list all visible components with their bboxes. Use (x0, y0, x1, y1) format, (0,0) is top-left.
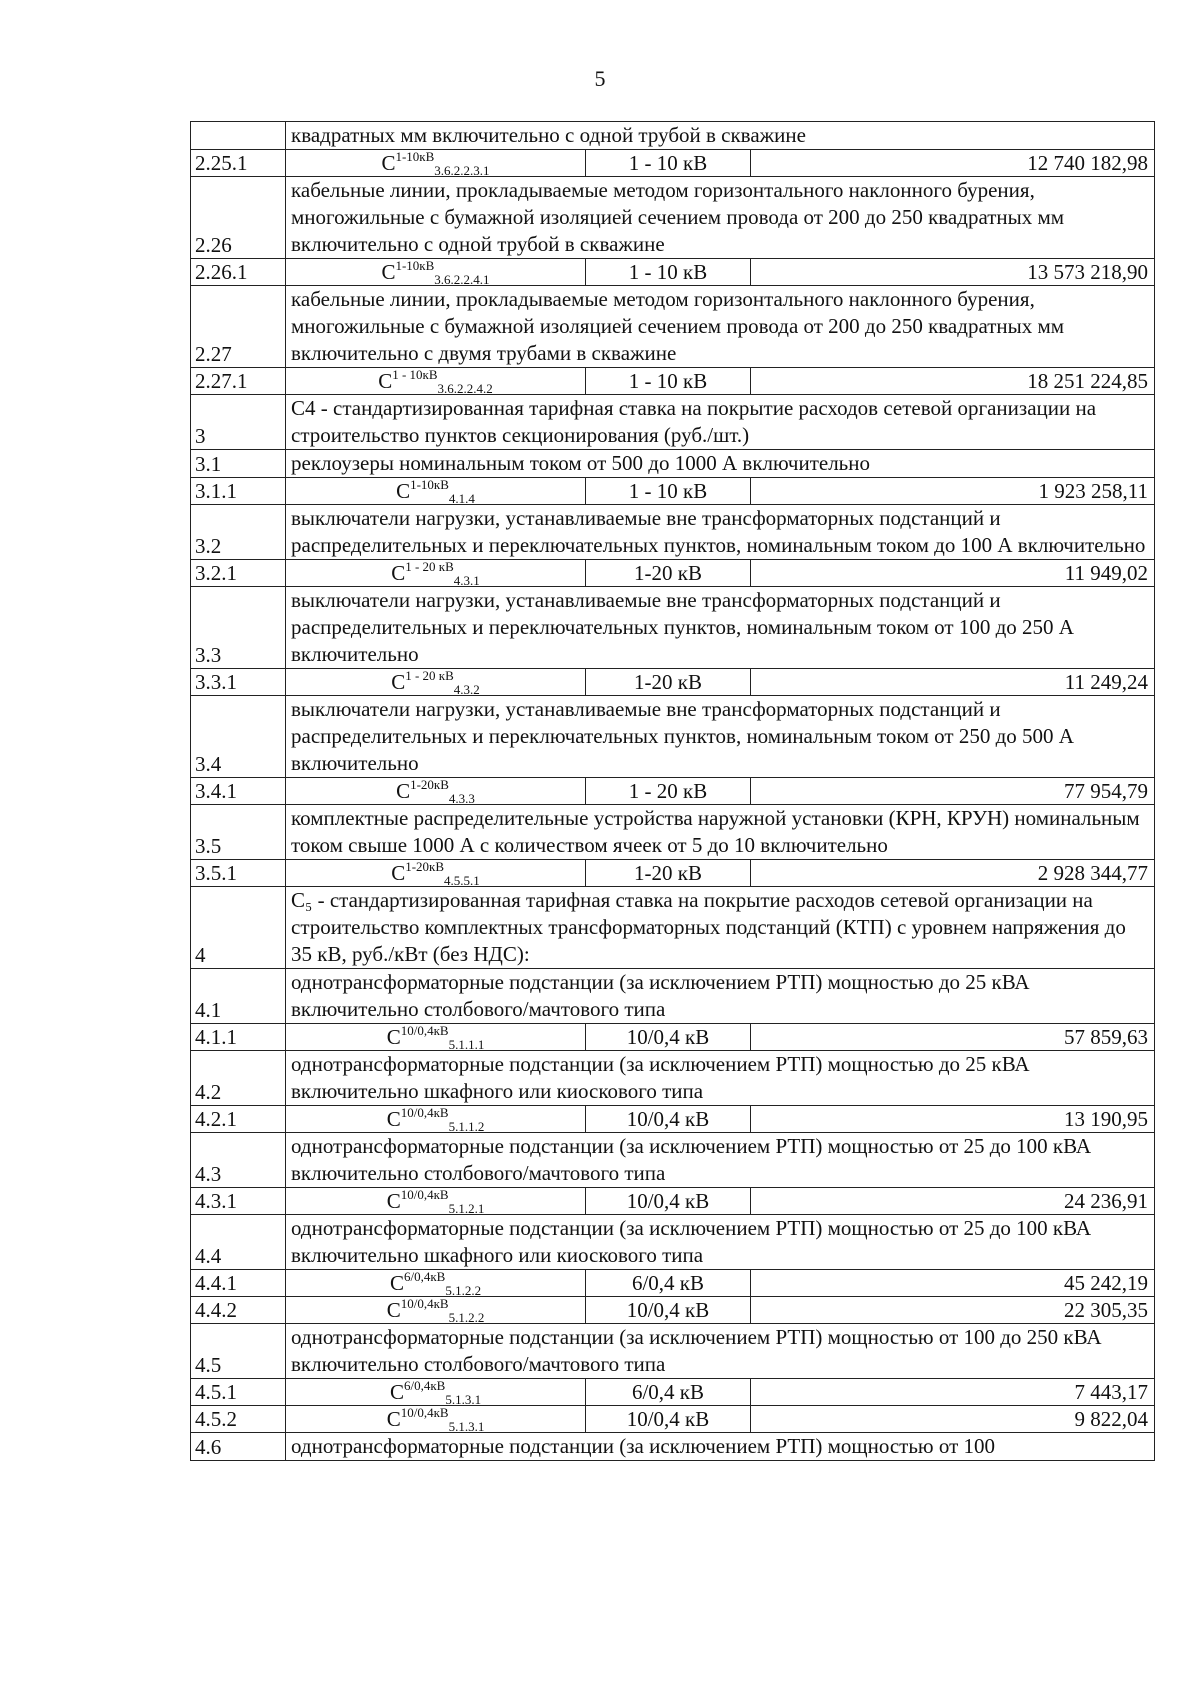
section-row (191, 1433, 1155, 1461)
rate-value: 9 822,04 (751, 1406, 1155, 1433)
tariff-rate-row (191, 560, 1155, 587)
tariff-rate-row (191, 1188, 1155, 1215)
rate-value: 77 954,79 (751, 778, 1155, 805)
row-description: однотрансформаторные подстанции (за исключением РТП) мощностью до 25 кВА включительно столбового/мачтового типа (286, 969, 1155, 1024)
rate-value: 2 928 344,77 (751, 860, 1155, 887)
voltage-level: 6/0,4 кВ (586, 1270, 751, 1297)
tariff-table-body (191, 122, 1155, 1461)
row-number: 2.26.1 (191, 259, 286, 286)
rate-symbol-voltage-superscript: 1 - 10кВ (392, 367, 438, 382)
voltage-level: 10/0,4 кВ (586, 1406, 751, 1433)
rate-symbol-voltage-superscript: 1-10кВ (395, 258, 435, 273)
row-number: 3.3 (191, 587, 286, 669)
tariff-rate-row (191, 1024, 1155, 1051)
section-row (191, 122, 1155, 150)
row-description: выключатели нагрузки, устанавливаемые вне трансформаторных подстанций и распределительных и переключательных пунктов, номинальным током от 250 до 500 А включительно (286, 696, 1155, 778)
tariff-rate-row (191, 478, 1155, 505)
row-description: реклоузеры номинальным током от 500 до 1000 А включительно (286, 450, 1155, 478)
row-number: 4.4.1 (191, 1270, 286, 1297)
rate-value: 24 236,91 (751, 1188, 1155, 1215)
rate-value: 18 251 224,85 (751, 368, 1155, 395)
rate-symbol-voltage-superscript: 10/0,4кВ (400, 1023, 449, 1038)
rate-symbol-formula (389, 1269, 482, 1298)
rate-symbol-index-subscript: 4.5.5.1 (444, 873, 480, 888)
voltage-level: 1-20 кВ (586, 560, 751, 587)
section-row (191, 805, 1155, 860)
row-number: 4.4 (191, 1215, 286, 1270)
rate-symbol (286, 1188, 586, 1215)
tariff-rate-row (191, 1106, 1155, 1133)
rate-symbol-base: C (396, 479, 411, 503)
row-number: 4.4.2 (191, 1297, 286, 1324)
row-description: выключатели нагрузки, устанавливаемые вне трансформаторных подстанций и распределительных и переключательных пунктов, номинальным током от 100 до 250 А включительно (286, 587, 1155, 669)
row-number: 3.1.1 (191, 478, 286, 505)
row-number: 3.4 (191, 696, 286, 778)
voltage-level: 1-20 кВ (586, 669, 751, 696)
row-description: выключатели нагрузки, устанавливаемые вне трансформаторных подстанций и распределительных и переключательных пунктов, номинальным током до 100 А включительно (286, 505, 1155, 560)
rate-symbol-formula (386, 1105, 485, 1134)
row-number: 2.26 (191, 177, 286, 259)
rate-value: 57 859,63 (751, 1024, 1155, 1051)
row-number: 4.5.1 (191, 1379, 286, 1406)
rate-symbol-voltage-superscript: 1-10кВ (395, 149, 435, 164)
tariff-rate-row (191, 368, 1155, 395)
rate-symbol (286, 150, 586, 177)
row-number: 4.2.1 (191, 1106, 286, 1133)
rate-symbol-index-subscript: 5.1.3.1 (445, 1392, 482, 1407)
row-description: комплектные распределительные устройства наружной установки (КРН, КРУН) номинальным током свыше 1000 А с количеством ячеек от 5 до 10 включительно (286, 805, 1155, 860)
row-number: 4.6 (191, 1433, 286, 1461)
rate-symbol-voltage-superscript: 1-20кВ (410, 777, 449, 792)
rate-symbol (286, 560, 586, 587)
rate-symbol-formula (381, 258, 490, 287)
rate-symbol-base: C (389, 1271, 404, 1295)
rate-symbol (286, 778, 586, 805)
row-number: 3 (191, 395, 286, 450)
voltage-level: 10/0,4 кВ (586, 1024, 751, 1051)
tariff-rate-row (191, 860, 1155, 887)
row-description: однотрансформаторные подстанции (за исключением РТП) мощностью от 25 до 100 кВА включительно столбового/мачтового типа (286, 1133, 1155, 1188)
rate-symbol-index-subscript: 5.1.3.1 (448, 1419, 485, 1434)
voltage-level: 10/0,4 кВ (586, 1297, 751, 1324)
tariff-rate-row (191, 1406, 1155, 1433)
row-number: 3.4.1 (191, 778, 286, 805)
row-number: 4.1.1 (191, 1024, 286, 1051)
rate-symbol-index-subscript: 4.3.2 (453, 682, 480, 697)
rate-symbol-index-subscript: 5.1.2.2 (445, 1283, 482, 1298)
section-row (191, 395, 1155, 450)
rate-symbol-index-subscript: 3.6.2.2.4.1 (434, 272, 490, 287)
rate-symbol-index-subscript: 4.3.1 (453, 573, 480, 588)
rate-symbol (286, 1106, 586, 1133)
section-row (191, 587, 1155, 669)
row-number: 4.3.1 (191, 1188, 286, 1215)
row-description: однотрансформаторные подстанции (за исключением РТП) мощностью от 25 до 100 кВА включительно шкафного или киоскового типа (286, 1215, 1155, 1270)
rate-symbol-base: C (396, 779, 411, 803)
section-row (191, 696, 1155, 778)
rate-symbol-index-subscript: 5.1.1.2 (448, 1119, 485, 1134)
row-number: 3.5 (191, 805, 286, 860)
voltage-level: 1 - 10 кВ (586, 368, 751, 395)
row-number: 4.1 (191, 969, 286, 1024)
tariff-rate-row (191, 1297, 1155, 1324)
voltage-level: 1 - 10 кВ (586, 150, 751, 177)
rate-symbol-base: C (381, 260, 396, 284)
rate-symbol-base: C (386, 1189, 401, 1213)
rate-symbol-formula (391, 859, 480, 888)
row-number: 2.25.1 (191, 150, 286, 177)
section-row (191, 1133, 1155, 1188)
rate-symbol-base: C (378, 369, 393, 393)
section-row (191, 177, 1155, 259)
row-number: 3.5.1 (191, 860, 286, 887)
rate-symbol-voltage-superscript: 10/0,4кВ (400, 1105, 449, 1120)
rate-symbol-base: C (389, 1380, 404, 1404)
section-row (191, 1324, 1155, 1379)
rate-symbol (286, 1270, 586, 1297)
row-description: однотрансформаторные подстанции (за исключением РТП) мощностью от 100 (286, 1433, 1155, 1461)
tariff-rate-row (191, 778, 1155, 805)
rate-symbol-voltage-superscript: 1-10кВ (410, 477, 449, 492)
section-row (191, 969, 1155, 1024)
rate-symbol-voltage-superscript: 6/0,4кВ (403, 1269, 446, 1284)
rate-symbol-formula (386, 1023, 485, 1052)
tariff-rate-row (191, 669, 1155, 696)
section-row (191, 286, 1155, 368)
rate-value: 1 923 258,11 (751, 478, 1155, 505)
row-description: квадратных мм включительно с одной трубой в скважине (286, 122, 1155, 150)
rate-value: 11 249,24 (751, 669, 1155, 696)
rate-symbol-base: C (381, 151, 396, 175)
voltage-level: 10/0,4 кВ (586, 1188, 751, 1215)
rate-symbol-voltage-superscript: 6/0,4кВ (403, 1378, 446, 1393)
row-description: C₅ - стандартизированная тарифная ставка на покрытие расходов сетевой организации на строительство комплектных трансформаторных подстанций (КТП) с уровнем напряжения до 35 кВ, руб./кВт (без НДС): (286, 887, 1155, 969)
row-description: кабельные линии, прокладываемые методом горизонтального наклонного бурения, многожильные с бумажной изоляцией сечением провода от 200 до 250 квадратных мм включительно с двумя трубами в скважине (286, 286, 1155, 368)
rate-symbol-formula (386, 1296, 485, 1325)
rate-symbol-formula (381, 149, 490, 178)
row-number: 4 (191, 887, 286, 969)
rate-symbol-base: C (386, 1025, 401, 1049)
voltage-level: 1-20 кВ (586, 860, 751, 887)
tariff-rate-row (191, 1270, 1155, 1297)
rate-symbol-index-subscript: 4.3.3 (448, 791, 475, 806)
rate-symbol-formula (396, 777, 475, 806)
voltage-level: 6/0,4 кВ (586, 1379, 751, 1406)
rate-symbol-index-subscript: 5.1.2.2 (448, 1310, 485, 1325)
row-number: 2.27.1 (191, 368, 286, 395)
rate-symbol-formula (386, 1405, 485, 1434)
rate-value: 45 242,19 (751, 1270, 1155, 1297)
rate-symbol-voltage-superscript: 10/0,4кВ (400, 1187, 449, 1202)
row-number: 4.5.2 (191, 1406, 286, 1433)
row-description: однотрансформаторные подстанции (за исключением РТП) мощностью до 25 кВА включительно шкафного или киоскового типа (286, 1051, 1155, 1106)
rate-symbol-index-subscript: 3.6.2.2.3.1 (434, 163, 490, 178)
tariff-rate-row (191, 259, 1155, 286)
row-number: 3.2 (191, 505, 286, 560)
rate-symbol (286, 259, 586, 286)
rate-symbol (286, 1406, 586, 1433)
row-number: 4.3 (191, 1133, 286, 1188)
row-number: 4.5 (191, 1324, 286, 1379)
rate-symbol-base: C (391, 670, 406, 694)
voltage-level: 1 - 20 кВ (586, 778, 751, 805)
rate-symbol (286, 860, 586, 887)
section-row (191, 505, 1155, 560)
tariff-table (190, 121, 1155, 1461)
rate-symbol (286, 669, 586, 696)
rate-symbol-formula (391, 559, 480, 588)
row-number: 3.1 (191, 450, 286, 478)
rate-symbol (286, 1024, 586, 1051)
rate-symbol-voltage-superscript: 1-20кВ (405, 859, 445, 874)
rate-symbol-formula (391, 668, 480, 697)
rate-symbol (286, 1297, 586, 1324)
rate-symbol-voltage-superscript: 10/0,4кВ (400, 1296, 449, 1311)
rate-symbol (286, 478, 586, 505)
rate-symbol-formula (396, 477, 475, 506)
rate-symbol-formula (378, 367, 493, 396)
voltage-level: 10/0,4 кВ (586, 1106, 751, 1133)
rate-value: 13 573 218,90 (751, 259, 1155, 286)
rate-symbol-index-subscript: 4.1.4 (448, 491, 475, 506)
rate-symbol-base: C (391, 861, 406, 885)
rate-symbol-formula (386, 1187, 485, 1216)
rate-symbol-voltage-superscript: 1 - 20 кВ (405, 559, 454, 574)
rate-symbol-base: C (386, 1107, 401, 1131)
row-description: кабельные линии, прокладываемые методом горизонтального наклонного бурения, многожильные с бумажной изоляцией сечением провода от 200 до 250 квадратных мм включительно с одной трубой в скважине (286, 177, 1155, 259)
row-number (191, 122, 286, 150)
voltage-level: 1 - 10 кВ (586, 478, 751, 505)
section-row (191, 450, 1155, 478)
rate-symbol-base: C (391, 561, 406, 585)
rate-symbol-base: C (386, 1407, 401, 1431)
tariff-rate-row (191, 150, 1155, 177)
rate-value: 13 190,95 (751, 1106, 1155, 1133)
row-number: 4.2 (191, 1051, 286, 1106)
row-number: 3.2.1 (191, 560, 286, 587)
rate-symbol-voltage-superscript: 10/0,4кВ (400, 1405, 449, 1420)
rate-value: 7 443,17 (751, 1379, 1155, 1406)
row-description: однотрансформаторные подстанции (за исключением РТП) мощностью от 100 до 250 кВА включительно столбового/мачтового типа (286, 1324, 1155, 1379)
page-number: 5 (594, 66, 606, 91)
row-number: 3.3.1 (191, 669, 286, 696)
voltage-level: 1 - 10 кВ (586, 259, 751, 286)
rate-value: 22 305,35 (751, 1297, 1155, 1324)
rate-value: 12 740 182,98 (751, 150, 1155, 177)
rate-symbol-index-subscript: 3.6.2.2.4.2 (437, 381, 493, 396)
section-row (191, 887, 1155, 969)
rate-symbol-base: C (386, 1298, 401, 1322)
section-row (191, 1051, 1155, 1106)
rate-symbol-index-subscript: 5.1.2.1 (448, 1201, 485, 1216)
rate-symbol-voltage-superscript: 1 - 20 кВ (405, 668, 454, 683)
tariff-rate-row (191, 1379, 1155, 1406)
rate-symbol-index-subscript: 5.1.1.1 (448, 1037, 485, 1052)
rate-value: 11 949,02 (751, 560, 1155, 587)
rate-symbol-formula (389, 1378, 482, 1407)
section-row (191, 1215, 1155, 1270)
rate-symbol (286, 368, 586, 395)
row-description: С4 - стандартизированная тарифная ставка на покрытие расходов сетевой организации на строительство пунктов секционирования (руб./шт.) (286, 395, 1155, 450)
rate-symbol (286, 1379, 586, 1406)
row-number: 2.27 (191, 286, 286, 368)
